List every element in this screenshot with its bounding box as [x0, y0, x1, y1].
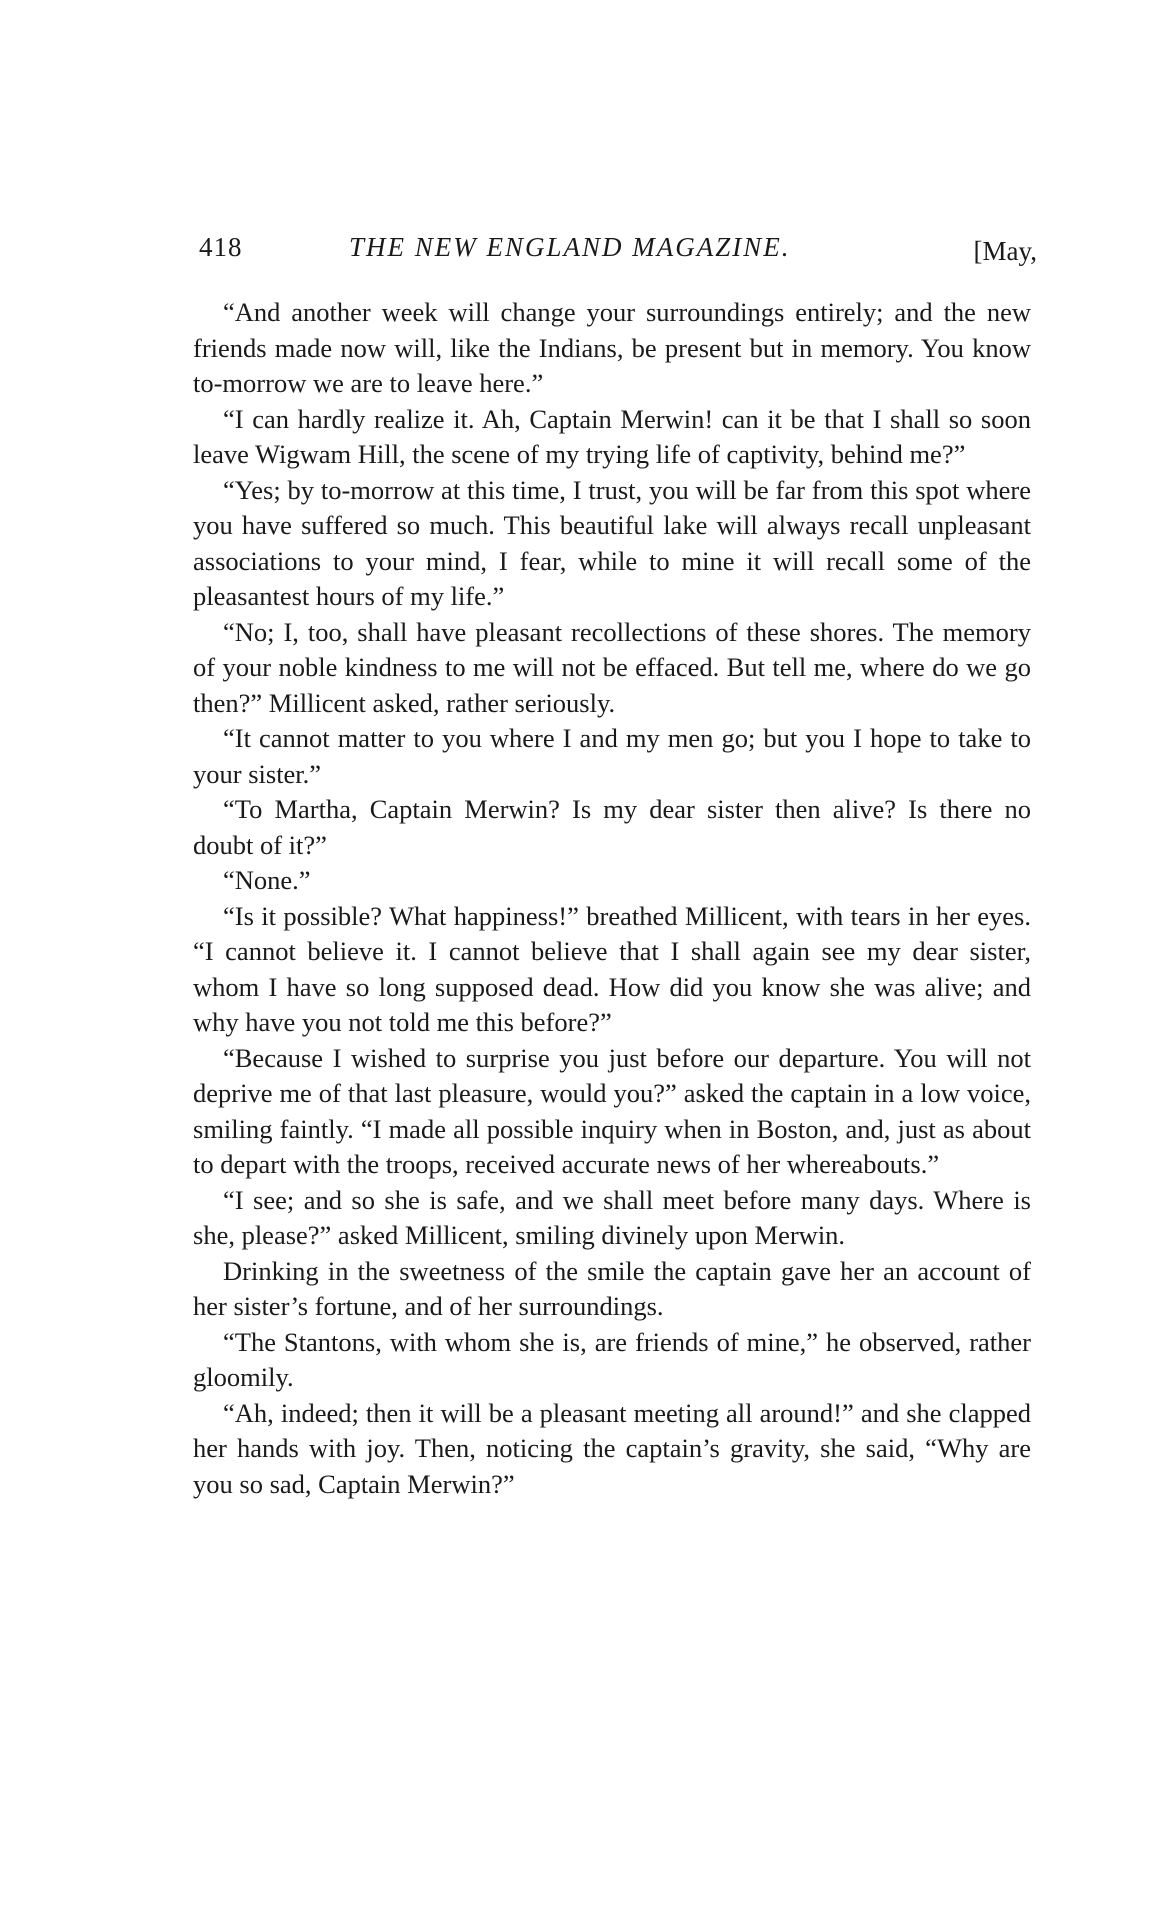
page-header	[199, 228, 1037, 268]
paragraph: “And another week will change your surroundings entirely; and the new friends made now will, like the Indians, be present but in memory. You know to-morrow we are to leave here.”	[193, 297, 1031, 398]
paragraph: “Because I wished to surprise you just before our departure. You will not deprive me of that last pleasure, would you?” asked the captain in a low voice, smiling faintly. “I made all possible inquiry when in Boston, and, just as about to depart with the troops, received accurate news of her whereabouts.”	[193, 1042, 1031, 1179]
paragraph: “Yes; by to-morrow at this time, I trust, you will be far from this spot where you have suffered so much. This beautiful lake will always recall unpleasant associations to your mind, I fear, while to mine it will recall some of the pleasantest hours of my life.”	[193, 474, 1031, 611]
paragraph: “The Stantons, with whom she is, are friends of mine,” he observed, rather gloomily.	[193, 1326, 1031, 1392]
paragraph: “I see; and so she is safe, and we shall meet before many days. Where is she, please?” asked Millicent, smiling divinely upon Merwin.	[193, 1184, 1031, 1250]
paragraph: “No; I, too, shall have pleasant recollections of these shores. The memory of your noble kindness to me will not be effaced. But tell me, where do we go then?” Millicent asked, rather seriously.	[193, 616, 1031, 718]
running-title: THE NEW ENGLAND MAGAZINE.	[349, 232, 791, 262]
paragraph: “None.”	[223, 865, 311, 895]
page-number: 418	[199, 232, 243, 262]
issue-month: [May,	[973, 236, 1037, 266]
paragraph: “I can hardly realize it. Ah, Captain Merwin! can it be that I shall so soon leave Wigwam Hill, the scene of my trying life of captivity, behind me?”	[193, 403, 1031, 469]
body-text	[193, 295, 1031, 1502]
paragraph: “Is it possible? What happiness!” breathed Millicent, with tears in her eyes. “I cannot believe it. I cannot believe that I shall again see my dear sister, whom I have so long supposed dead. How did you know she was alive; and why have you not told me this before?”	[193, 900, 1031, 1037]
paragraph: “To Martha, Captain Merwin? Is my dear sister then alive? Is there no doubt of it?”	[193, 794, 1031, 860]
paragraph: “It cannot matter to you where I and my men go; but you I hope to take to your sister.”	[193, 723, 1031, 789]
paragraph: “Ah, indeed; then it will be a pleasant meeting all around!” and she clapped her hands with joy. Then, noticing the captain’s gravity, she said, “Why are you so sad, Captain Merwin?”	[193, 1397, 1031, 1499]
paragraph: Drinking in the sweetness of the smile the captain gave her an account of her sister’s fortune, and of her surroundings.	[193, 1255, 1031, 1321]
